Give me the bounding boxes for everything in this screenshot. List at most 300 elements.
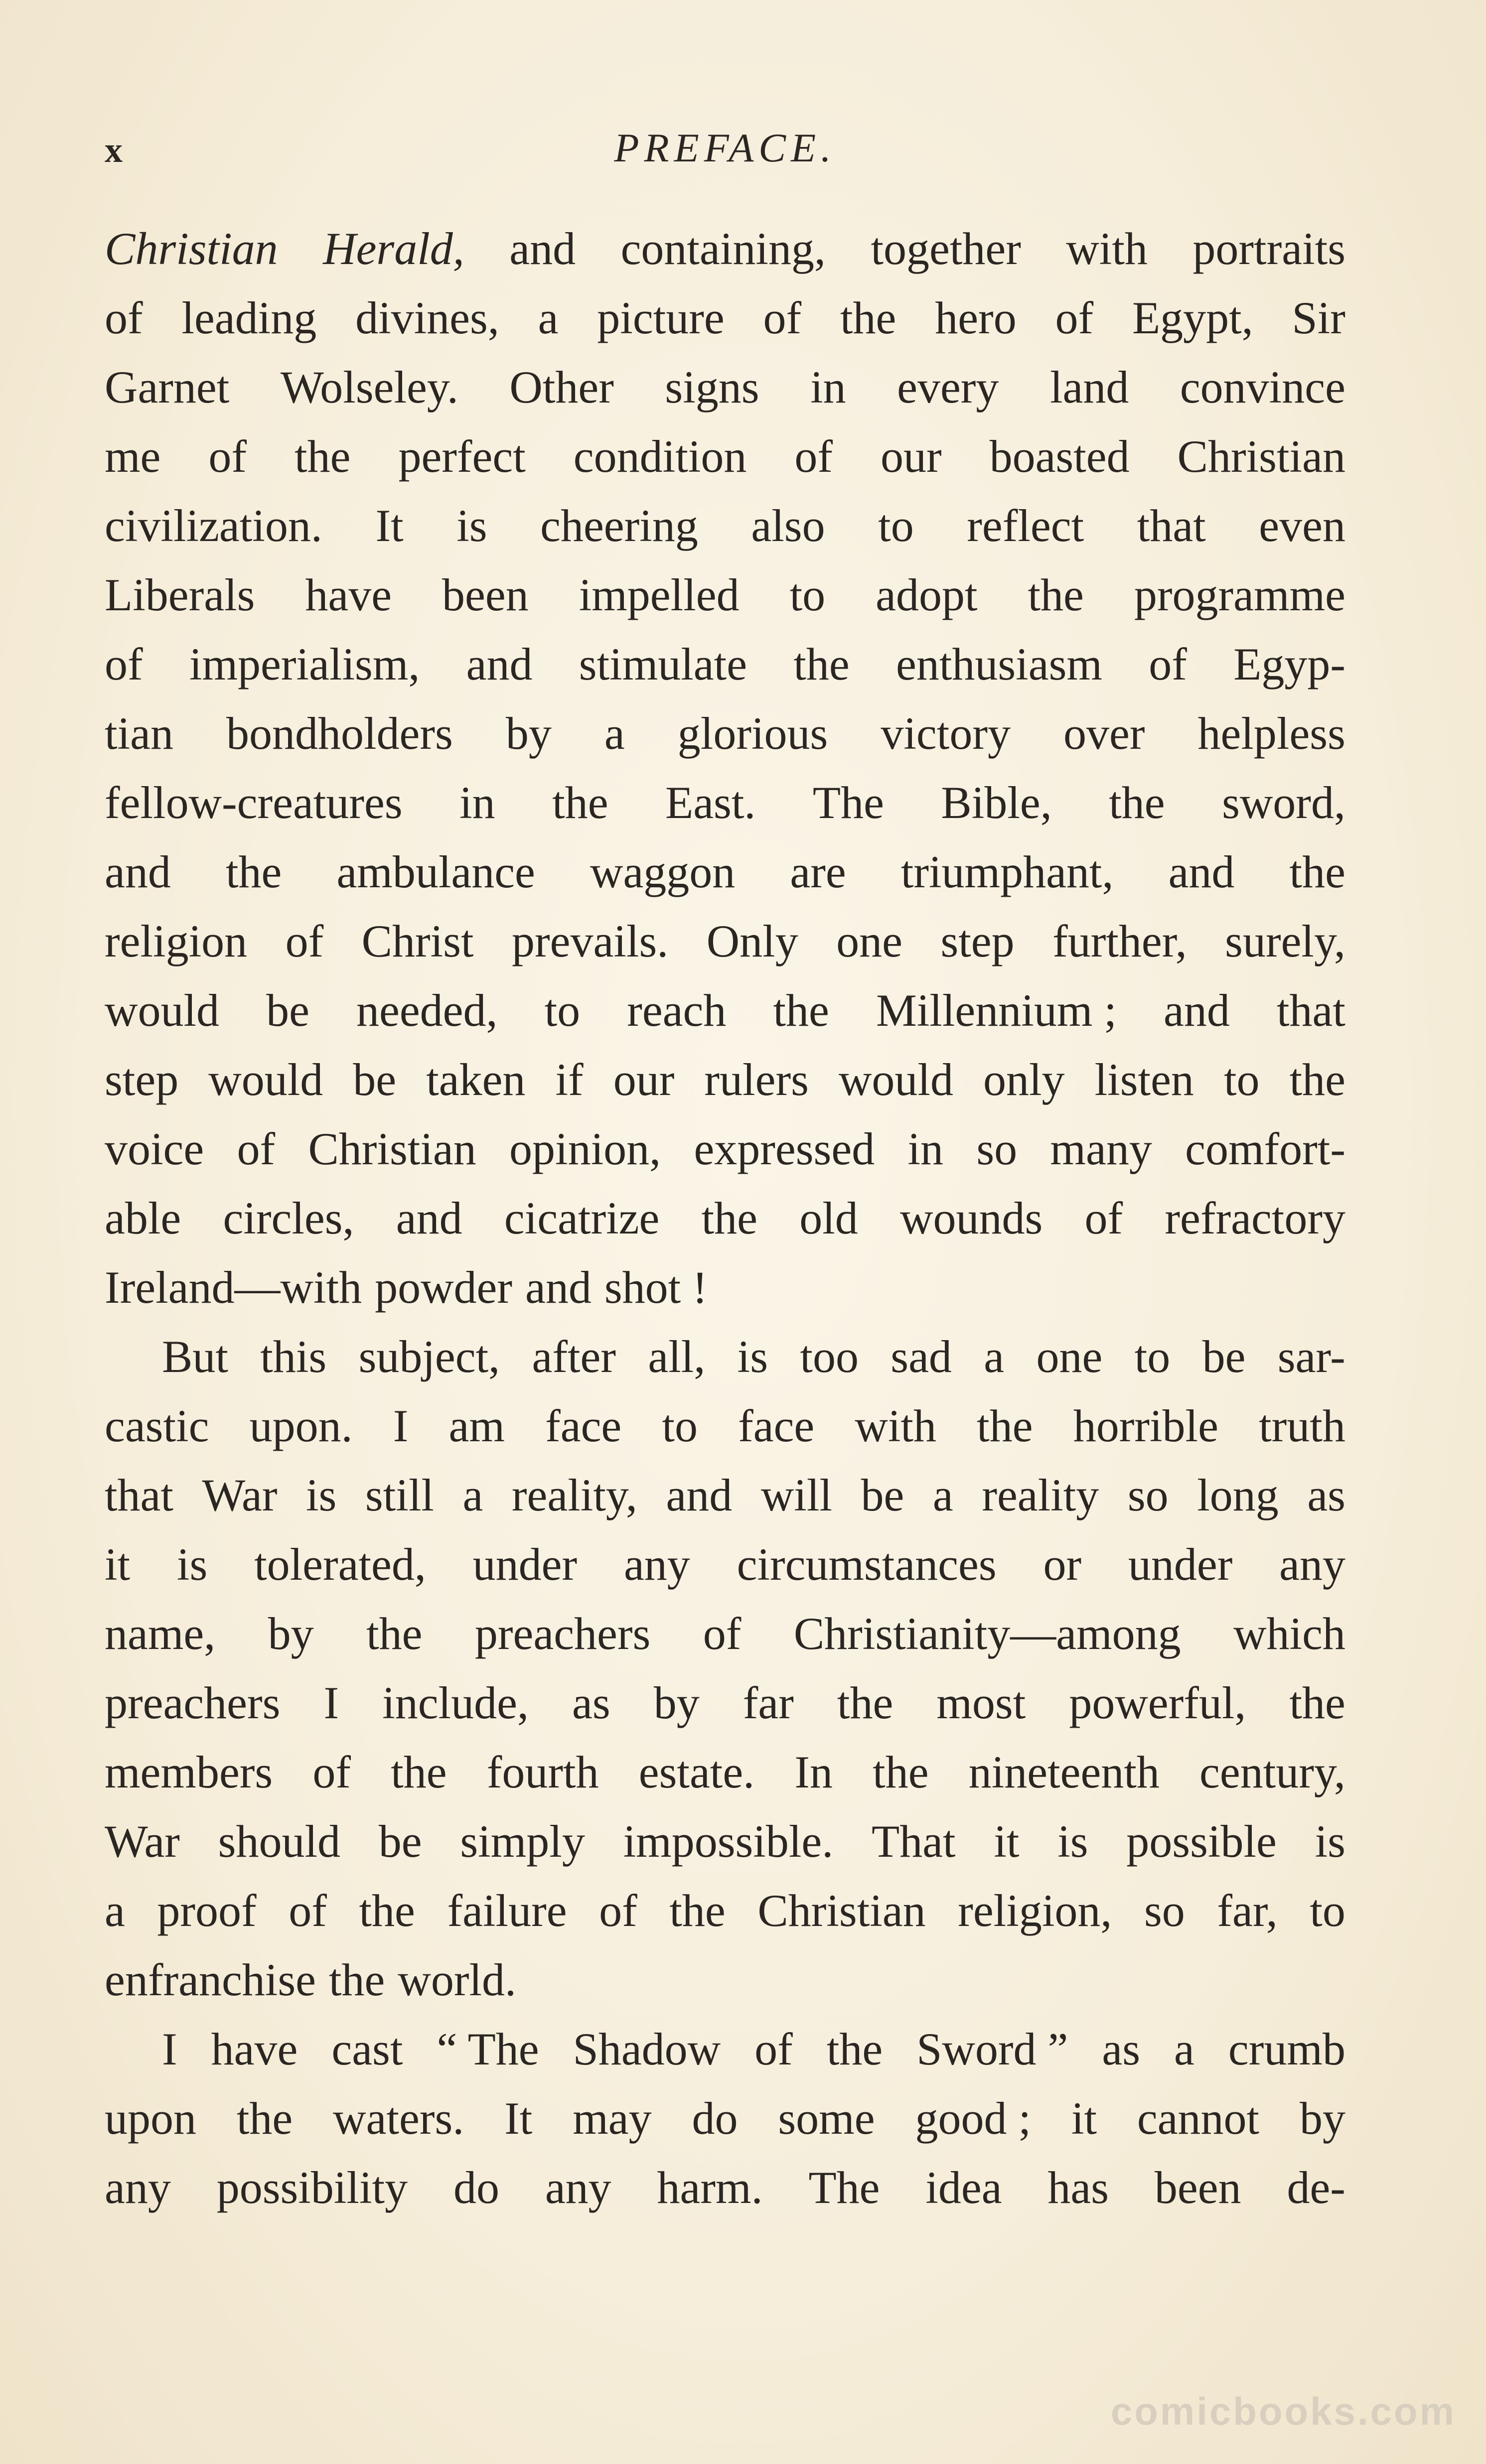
word: so <box>1127 1470 1169 1520</box>
word: to <box>544 985 581 1036</box>
word: and <box>105 846 171 897</box>
word: are <box>790 846 846 897</box>
word: and <box>525 1262 592 1313</box>
word: would <box>838 1054 953 1105</box>
word: sad <box>891 1331 952 1382</box>
word: sword, <box>1222 777 1345 828</box>
word: the <box>669 1885 726 1936</box>
word: should <box>218 1816 341 1867</box>
word: perfect <box>398 431 526 482</box>
word: failure <box>447 1885 567 1936</box>
word: fellow-creatures <box>105 777 403 828</box>
word: Shadow <box>573 2024 721 2074</box>
word: to <box>1223 1054 1260 1105</box>
word: name, <box>105 1608 216 1659</box>
word: powerful, <box>1069 1677 1246 1728</box>
word: do <box>453 2162 499 2213</box>
text-line <box>105 1322 1345 1391</box>
word: circumstances <box>737 1539 997 1590</box>
word: do <box>692 2093 738 2144</box>
word: many <box>1050 1123 1152 1174</box>
word: be <box>266 985 309 1036</box>
word: of <box>754 2024 793 2074</box>
word: a <box>1174 2024 1194 2074</box>
word: by <box>505 708 552 759</box>
word: of <box>1149 639 1187 689</box>
word: of <box>105 292 143 343</box>
word: ambulance <box>336 846 535 897</box>
word: the <box>236 2093 293 2144</box>
word: in <box>810 362 846 412</box>
word: been <box>442 569 529 620</box>
text-line <box>105 1184 1345 1253</box>
word: powder <box>375 1262 512 1313</box>
word: taken <box>426 1054 526 1105</box>
word: the <box>225 846 282 897</box>
word: that <box>1276 985 1345 1036</box>
word: been <box>1154 2162 1241 2213</box>
word: a <box>538 292 559 343</box>
word: Christian <box>308 1123 476 1174</box>
word: the <box>840 292 896 343</box>
word: step <box>105 1054 179 1105</box>
word: reach <box>627 985 727 1036</box>
word: even <box>1259 500 1345 551</box>
word: it <box>1071 2093 1097 2144</box>
word: The <box>812 777 884 828</box>
word: to <box>1310 1885 1345 1936</box>
word: of <box>1084 1193 1123 1243</box>
word: idea <box>925 2162 1002 2213</box>
word: has <box>1047 2162 1109 2213</box>
text-line <box>105 2084 1345 2153</box>
word: reality, <box>511 1470 637 1520</box>
word: a <box>932 1470 953 1520</box>
text-line <box>105 976 1345 1045</box>
word: divines, <box>355 292 499 343</box>
word: helpless <box>1197 708 1345 759</box>
word: the <box>873 1747 929 1797</box>
word: members <box>105 1747 273 1797</box>
word: tolerated, <box>254 1539 426 1590</box>
word: voice <box>105 1123 204 1174</box>
word: surely, <box>1225 916 1345 966</box>
word: every <box>897 362 999 412</box>
word: But <box>162 1331 228 1382</box>
word: the <box>359 1885 415 1936</box>
word: That <box>872 1816 956 1867</box>
word: with <box>855 1400 936 1451</box>
word: Herald, <box>323 223 464 274</box>
word: one <box>836 916 902 966</box>
word: any <box>105 2162 171 2213</box>
word: upon <box>105 2093 196 2144</box>
word: the <box>328 1954 385 2005</box>
word: bondholders <box>226 708 453 759</box>
word: cicatrize <box>504 1193 660 1243</box>
word: refractory <box>1165 1193 1345 1243</box>
word: is <box>176 1539 208 1590</box>
word: as <box>1102 2024 1141 2074</box>
word: far <box>743 1677 794 1728</box>
word: Egypt, <box>1132 292 1253 343</box>
word: of <box>105 639 143 689</box>
word: to <box>878 500 914 551</box>
word: tian <box>105 708 173 759</box>
running-head: PREFACE. <box>614 125 836 170</box>
word: fourth <box>486 1747 599 1797</box>
word: the <box>837 1677 893 1728</box>
word: War <box>202 1470 278 1520</box>
word: civilization. <box>105 500 322 551</box>
word: of <box>285 916 324 966</box>
word: is <box>456 500 487 551</box>
word: Egyp- <box>1233 639 1345 689</box>
word: waggon <box>590 846 736 897</box>
word: is <box>306 1470 337 1520</box>
word: of <box>794 431 833 482</box>
word: only <box>983 1054 1065 1105</box>
word: cannot <box>1137 2093 1260 2144</box>
word: to <box>789 569 826 620</box>
word: It <box>375 500 404 551</box>
text-line <box>105 1807 1345 1876</box>
word: Ireland—with <box>105 1262 362 1313</box>
word: is <box>737 1331 768 1382</box>
word: be <box>861 1470 904 1520</box>
word: and <box>509 223 576 274</box>
text-line <box>105 699 1345 768</box>
word: most <box>936 1677 1026 1728</box>
word: comfort- <box>1185 1123 1345 1174</box>
word: after <box>532 1331 616 1382</box>
word: prevails. <box>512 916 669 966</box>
word: religion, <box>958 1885 1112 1936</box>
text-line <box>105 1945 1345 2015</box>
body-text <box>105 214 1345 2222</box>
word: possibility <box>216 2162 408 2213</box>
word: in <box>459 777 495 828</box>
word: or <box>1043 1539 1082 1590</box>
word: Christian <box>757 1885 926 1936</box>
word: of <box>599 1885 637 1936</box>
word: have <box>211 2024 298 2074</box>
word: Liberals <box>105 569 255 620</box>
word: a <box>604 708 625 759</box>
word: the <box>1289 1054 1345 1105</box>
word: of <box>312 1747 351 1797</box>
text-line <box>105 1738 1345 1807</box>
word: the <box>773 985 829 1036</box>
word: by <box>653 1677 700 1728</box>
word: reality <box>982 1470 1099 1520</box>
word: some <box>778 2093 875 2144</box>
word: picture <box>597 292 725 343</box>
word: needed, <box>356 985 498 1036</box>
word: leading <box>181 292 317 343</box>
word: too <box>800 1331 859 1382</box>
text-line <box>105 1114 1345 1184</box>
word: I <box>323 1677 339 1728</box>
word: century, <box>1199 1747 1345 1797</box>
word: The <box>808 2162 880 2213</box>
text-line <box>105 1599 1345 1668</box>
word: enfranchise <box>105 1954 316 2005</box>
word: further, <box>1052 916 1187 966</box>
word: am <box>448 1400 505 1451</box>
word: Christian <box>1177 431 1345 482</box>
word: rulers <box>704 1054 809 1105</box>
word: the <box>1289 846 1345 897</box>
word: and <box>666 1470 733 1520</box>
text-line <box>105 560 1345 630</box>
word: triumphant, <box>900 846 1114 897</box>
word: our <box>613 1054 675 1105</box>
word: will <box>760 1470 832 1520</box>
word: and <box>1168 846 1235 897</box>
word: in <box>907 1123 944 1174</box>
word: by <box>1300 2093 1345 2144</box>
word: subject, <box>358 1331 500 1382</box>
text-line <box>105 1391 1345 1461</box>
word: cheering <box>540 500 698 551</box>
word: Only <box>706 916 798 966</box>
word: portraits <box>1192 223 1345 274</box>
word: preachers <box>474 1608 651 1659</box>
word: so <box>976 1123 1018 1174</box>
word: of <box>703 1608 742 1659</box>
word: that <box>105 1470 173 1520</box>
word: boasted <box>989 431 1130 482</box>
word: if <box>555 1054 584 1105</box>
word: long <box>1197 1470 1279 1520</box>
word: a <box>105 1885 125 1936</box>
word: Sir <box>1292 292 1345 343</box>
word: opinion, <box>509 1123 661 1174</box>
word: proof <box>157 1885 257 1936</box>
word: impossible. <box>623 1816 834 1867</box>
text-line <box>105 630 1345 699</box>
word: the <box>552 777 608 828</box>
word: that <box>1137 500 1206 551</box>
word: would <box>208 1054 323 1105</box>
word: waters. <box>333 2093 464 2144</box>
word: is <box>1315 1816 1345 1867</box>
word: all, <box>648 1331 706 1382</box>
word: so <box>1144 1885 1185 1936</box>
word: me <box>105 431 161 482</box>
word: victory <box>881 708 1011 759</box>
word: religion <box>105 916 248 966</box>
word: which <box>1233 1608 1345 1659</box>
word: wounds <box>900 1193 1043 1243</box>
word: of <box>289 1885 327 1936</box>
word: harm. <box>657 2162 763 2213</box>
word: also <box>751 500 825 551</box>
word: Garnet <box>105 362 230 412</box>
word: as <box>572 1677 610 1728</box>
word: over <box>1063 708 1145 759</box>
word: of <box>763 292 802 343</box>
word: sar- <box>1277 1331 1345 1382</box>
text-line <box>105 491 1345 560</box>
text-line <box>105 2153 1345 2222</box>
word: the <box>1289 1677 1345 1728</box>
word: enthusiasm <box>895 639 1102 689</box>
text-line <box>105 353 1345 422</box>
word: good ; <box>915 2093 1032 2144</box>
word: one <box>1036 1331 1103 1382</box>
word: this <box>260 1331 327 1382</box>
word: Christ <box>361 916 474 966</box>
word: the <box>701 1193 757 1243</box>
text-line <box>105 1461 1345 1530</box>
word: have <box>305 569 392 620</box>
word: stimulate <box>579 639 747 689</box>
word: shot ! <box>604 1262 708 1313</box>
word: and <box>1164 985 1230 1036</box>
word: War <box>105 1816 180 1867</box>
word: Other <box>509 362 614 412</box>
text-line <box>105 1876 1345 1945</box>
text-line <box>105 1668 1345 1738</box>
word: far, <box>1217 1885 1278 1936</box>
word: and <box>466 639 533 689</box>
text-line <box>105 1253 1345 1322</box>
word: to <box>662 1400 698 1451</box>
word: as <box>1307 1470 1345 1520</box>
word: horrible <box>1073 1400 1218 1451</box>
word: world. <box>398 1954 517 2005</box>
word: “ The <box>437 2024 539 2074</box>
word: the <box>793 639 850 689</box>
word: any <box>623 1539 690 1590</box>
word: together <box>871 223 1021 274</box>
word: I <box>393 1400 409 1451</box>
word: expressed <box>694 1123 875 1174</box>
word: possible <box>1126 1816 1277 1867</box>
word: any <box>1279 1539 1345 1590</box>
word: convince <box>1180 362 1345 412</box>
word: cast <box>331 2024 403 2074</box>
word: to <box>1134 1331 1171 1382</box>
word: nineteenth <box>968 1747 1160 1797</box>
word: Wolseley. <box>280 362 458 412</box>
word: old <box>799 1193 858 1243</box>
word: programme <box>1134 569 1345 620</box>
word: it <box>105 1539 131 1590</box>
word: able <box>105 1193 181 1243</box>
word: the <box>977 1400 1033 1451</box>
word: under <box>1128 1539 1233 1590</box>
word: by <box>268 1608 314 1659</box>
word: signs <box>665 362 759 412</box>
word: imperialism, <box>189 639 420 689</box>
word: it <box>994 1816 1020 1867</box>
word: Christian <box>105 223 278 274</box>
word: containing, <box>620 223 826 274</box>
word: may <box>573 2093 652 2144</box>
text-line <box>105 1045 1345 1114</box>
word: preachers <box>105 1677 281 1728</box>
word: step <box>940 916 1015 966</box>
word: castic <box>105 1400 209 1451</box>
word: any <box>545 2162 611 2213</box>
word: a <box>984 1331 1005 1382</box>
word: is <box>1057 1816 1088 1867</box>
word: be <box>1202 1331 1246 1382</box>
word: with <box>1066 223 1148 274</box>
word: de- <box>1287 2162 1345 2213</box>
text-line <box>105 768 1345 837</box>
word: Bible, <box>941 777 1052 828</box>
word: Sword ” <box>916 2024 1068 2074</box>
word: a <box>462 1470 483 1520</box>
word: face <box>545 1400 622 1451</box>
watermark: comicbooks.com <box>1110 2389 1456 2433</box>
text-line <box>105 214 1345 283</box>
word: I <box>162 2024 177 2074</box>
word: adopt <box>876 569 978 620</box>
word: of <box>237 1123 276 1174</box>
text-line <box>105 907 1345 976</box>
word: the <box>391 1747 447 1797</box>
word: listen <box>1094 1054 1194 1105</box>
word: under <box>472 1539 578 1590</box>
word: In <box>794 1747 833 1797</box>
page-header <box>105 120 1345 184</box>
word: still <box>365 1470 434 1520</box>
word: East. <box>665 777 756 828</box>
text-line <box>105 422 1345 491</box>
word: It <box>504 2093 533 2144</box>
word: Christianity—among <box>793 1608 1181 1659</box>
word: simply <box>460 1816 585 1867</box>
word: the <box>366 1608 423 1659</box>
word: hero <box>935 292 1017 343</box>
word: the <box>826 2024 883 2074</box>
word: would <box>105 985 219 1036</box>
text-line <box>105 837 1345 907</box>
text-line <box>105 2015 1345 2084</box>
word: the <box>1109 777 1165 828</box>
word: our <box>880 431 942 482</box>
word: condition <box>573 431 747 482</box>
word: of <box>208 431 247 482</box>
word: glorious <box>677 708 828 759</box>
word: Millennium ; <box>876 985 1117 1036</box>
word: include, <box>382 1677 529 1728</box>
word: crumb <box>1228 2024 1345 2074</box>
page-number: x <box>105 130 124 170</box>
word: reflect <box>967 500 1084 551</box>
word: truth <box>1259 1400 1345 1451</box>
word: face <box>738 1400 815 1451</box>
word: be <box>378 1816 422 1867</box>
text-line <box>105 1530 1345 1599</box>
word: the <box>295 431 351 482</box>
text-line <box>105 283 1345 353</box>
word: land <box>1049 362 1129 412</box>
word: the <box>1028 569 1084 620</box>
word: upon. <box>249 1400 353 1451</box>
word: of <box>1055 292 1094 343</box>
word: and <box>396 1193 462 1243</box>
word: be <box>353 1054 397 1105</box>
word: estate. <box>638 1747 755 1797</box>
word: impelled <box>579 569 740 620</box>
word: circles, <box>223 1193 354 1243</box>
